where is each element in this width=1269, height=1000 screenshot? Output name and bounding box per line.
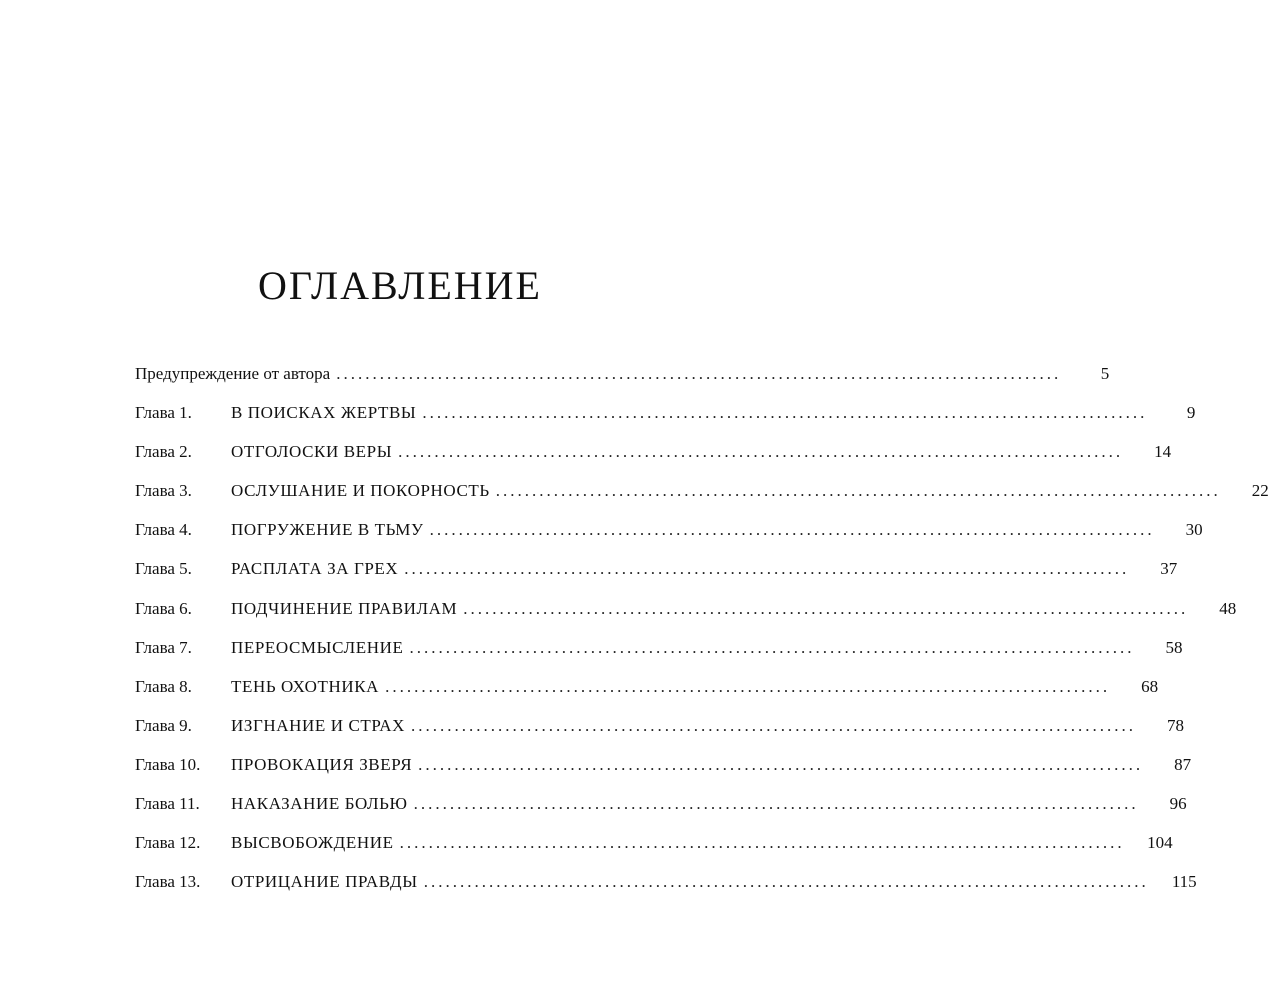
toc-entry-title: ПОДЧИНЕНИЕ ПРАВИЛАМ [231, 598, 458, 618]
toc-entry-chapter-13[interactable] [135, 872, 1197, 911]
toc-entry-label: Глава 9. [135, 715, 192, 735]
toc-entry-title: ПЕРЕОСМЫСЛЕНИЕ [231, 637, 404, 657]
toc-entry-title: ВЫСВОБОЖДЕНИЕ [231, 833, 394, 853]
toc-entry-chapter-5[interactable] [135, 559, 1178, 598]
page-title: ОГЛАВЛЕНИЕ [258, 263, 542, 308]
toc-entry-chapter-7[interactable] [135, 637, 1183, 677]
toc-entry-title: ПРОВОКАЦИЯ ЗВЕРЯ [231, 754, 413, 774]
dot-leader: .................................................................................................... [336, 364, 1062, 383]
toc-entry-page: 87 [1174, 754, 1192, 774]
toc-entry-label: Глава 6. [135, 598, 192, 618]
dot-leader: .................................................................................................... [422, 403, 1148, 423]
toc-entry-chapter-4[interactable] [135, 520, 1203, 559]
table-of-contents [135, 364, 1269, 911]
toc-entry-title: ОТГОЛОСКИ ВЕРЫ [231, 442, 393, 462]
toc-entry-label: Глава 12. [135, 833, 201, 853]
toc-entry-chapter-2[interactable] [135, 442, 1172, 481]
dot-leader: .................................................................................................... [463, 598, 1189, 618]
toc-entry-chapter-10[interactable] [135, 754, 1192, 794]
dot-leader: .................................................................................................... [495, 481, 1221, 501]
dot-leader: .................................................................................................... [413, 794, 1139, 814]
toc-entry-chapter-6[interactable] [135, 598, 1237, 638]
toc-entry-chapter-1[interactable] [135, 403, 1196, 442]
toc-entry-page: 115 [1171, 872, 1197, 892]
toc-entry-label: Глава 13. [135, 872, 201, 892]
toc-entry-chapter-8[interactable] [135, 676, 1159, 716]
dot-leader: .................................................................................................... [399, 833, 1125, 853]
toc-entry-page: 37 [1160, 559, 1178, 579]
toc-entry-preface[interactable] [135, 364, 1110, 403]
dot-leader: .................................................................................................... [398, 442, 1124, 462]
toc-entry-label: Глава 1. [135, 403, 192, 423]
toc-entry-chapter-9[interactable] [135, 715, 1185, 755]
dot-leader: .................................................................................................... [409, 637, 1135, 657]
dot-leader: .................................................................................................... [411, 715, 1137, 735]
toc-entry-chapter-12[interactable] [135, 833, 1173, 872]
dot-leader: .................................................................................................... [423, 872, 1149, 892]
toc-entry-title: ОСЛУШАНИЕ И ПОКОРНОСТЬ [231, 481, 490, 501]
toc-entry-title: ПОГРУЖЕНИЕ В ТЬМУ [231, 520, 424, 540]
toc-entry-title: ТЕНЬ ОХОТНИКА [231, 676, 380, 696]
toc-entry-title: ИЗГНАНИЕ И СТРАХ [231, 715, 406, 735]
toc-entry-page: 9 [1186, 403, 1196, 423]
toc-entry-title: ОТРИЦАНИЕ ПРАВДЫ [231, 872, 418, 892]
toc-entry-page: 96 [1169, 794, 1187, 814]
toc-entry-title: В ПОИСКАХ ЖЕРТВЫ [231, 403, 417, 423]
toc-entry-page: 30 [1185, 520, 1203, 540]
toc-entry-label: Глава 8. [135, 676, 192, 696]
toc-entry-label: Глава 2. [135, 442, 192, 462]
toc-entry-title: Предупреждение от автора [135, 364, 331, 383]
toc-entry-page: 5 [1100, 364, 1110, 383]
toc-entry-page: 68 [1141, 676, 1159, 696]
dot-leader: .................................................................................................... [429, 520, 1155, 540]
toc-entry-page: 48 [1219, 598, 1237, 618]
toc-entry-page: 104 [1147, 833, 1173, 853]
toc-entry-title: НАКАЗАНИЕ БОЛЬЮ [231, 794, 408, 814]
toc-entry-label: Глава 10. [135, 754, 201, 774]
toc-entry-label: Глава 11. [135, 794, 200, 814]
toc-entry-page: 78 [1167, 715, 1185, 735]
toc-entry-label: Глава 4. [135, 520, 192, 540]
dot-leader: .................................................................................................... [418, 754, 1144, 774]
toc-entry-label: Глава 7. [135, 637, 192, 657]
toc-entry-page: 58 [1165, 637, 1183, 657]
toc-entry-label: Глава 3. [135, 481, 192, 501]
toc-entry-title: РАСПЛАТА ЗА ГРЕХ [231, 559, 399, 579]
toc-entry-label: Глава 5. [135, 559, 192, 579]
toc-entry-chapter-3[interactable] [135, 481, 1269, 520]
toc-entry-chapter-11[interactable] [135, 794, 1187, 833]
toc-entry-page: 22 [1251, 481, 1269, 501]
dot-leader: .................................................................................................... [385, 676, 1111, 696]
dot-leader: .................................................................................................... [404, 559, 1130, 579]
toc-entry-page: 14 [1154, 442, 1172, 462]
